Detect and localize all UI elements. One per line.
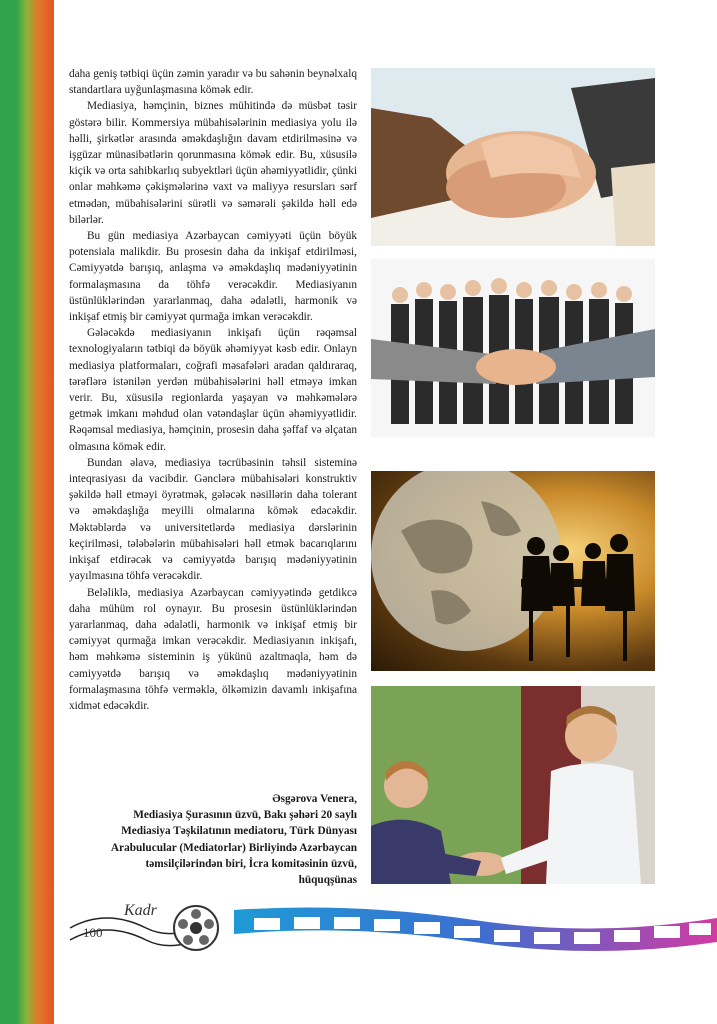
author-name: Əsgərova Venera, <box>272 793 357 805</box>
article-paragraph: Bundan əlavə, mediasiya təcrübəsinin təhsil sisteminə inteqrasiyası da vacibdir. Gənclərə mübahisələri konstruktiv şəkildə həll etməyi öyrətmək, gələcək nəsillərin daha tolerant və əməkdaşlığa meyilli olmalarına kömək edəcəkdir. Məktəblərdə və universitetlərdə mediasiya dərslərinin keçirilməsi, tələbələrin mübahisələri həll etmək bacarıqlarını inkişaf etdirəcək və cəmiyyətdə barışıq mədəniyyətinin yayılmasına töhfə verəcəkdir. <box>69 456 357 583</box>
page-number: 100 <box>83 925 103 940</box>
side-color-stripe <box>0 0 54 1024</box>
author-title-line: Arabulucular (Mediatorlar) Birliyində Azərbaycan təmsilçilərindən biri, İcra komitəsinin üzvü, <box>110 841 357 870</box>
article-paragraph: Mediasiya, həmçinin, biznes mühitində də müsbət təsir göstərə bilir. Kommersiya mübahisələrinin mediasiya yolu ilə həlli, şirkətlər arasında əməkdaşlığın davam etdirilməsinə və işgüzar münasibətlərin qorunmasına kömək edir. Bu, xüsusilə kiçik və orta sahibkarlıq subyektləri üçün əhəmiyyətlidir, çünki onlar məhkəmə çəkişmələrinə vaxt və maliyyə resursları sərf etmədən, mübahisələrini sürətli və səmərəli şəkildə həll edə bilərlər. <box>69 100 357 226</box>
article-paragraph: Bu gün mediasiya Azərbaycan cəmiyyəti üçün böyük potensiala malikdir. Bu prosesin daha da inkişaf etdirilməsi, Cəmiyyətdə barışıq, anlaşma və əməkdaşlıq mədəniyyətinin formalaşmasına da töhfə verəcəkdir. Mediasiyanın üstünlüklərindən yararlanmaq, daha ədalətli, harmonik və inkişaf etmiş bir cəmiyyət qurmağa imkan verəcəkdir. <box>69 230 357 324</box>
article-paragraph: Gələcəkdə mediasiyanın inkişafı üçün rəqəmsal texnologiyaların tətbiqi də böyük əhəmiyyət kəsb edir. Onlayn mediasiya platformaları, coğrafi məsafələri aradan qaldıraraq, tərəflərə istənilən yerdən mübahisələrini həll etməyə imkan verir. Bu, xüsusilə regionlarda yaşayan və məhkəmələrə getmək imkanı məhdud olan vətəndaşlar üçün əhəmiyyətlidir. Rəqəmsal mediasiya, həmçinin, prosesin daha şəffaf və əlçatan olmasına kömək edir. <box>69 327 357 453</box>
author-title-line: Mediasiya Təşkilatının mediatoru, Türk Dünyası <box>121 825 357 838</box>
decorative-film-strip <box>234 898 717 960</box>
globe-meeting-silhouette-photo <box>371 471 655 671</box>
article-body <box>69 66 357 714</box>
woman-man-handshake-photo <box>371 686 655 884</box>
kadr-logo-text: Kadr <box>124 902 157 919</box>
article-paragraph: daha geniş tətbiqi üçün zəmin yaradır və bu sahənin beynəlxalq standartlara uyğunlaşmasına kömək edir. <box>69 68 357 97</box>
author-signature <box>69 791 357 888</box>
author-title-line: Mediasiya Şurasının üzvü, Bakı şəhəri 20 saylı <box>133 809 357 822</box>
author-title-line: hüquqşünas <box>298 874 357 887</box>
article-paragraph: Beləliklə, mediasiya Azərbaycan cəmiyyətində getdikcə daha mühüm rol oynayır. Bu prosesin üstünlüklərindən yararlanmaq, daha ədalətli, harmonik və inkişaf etmiş bir cəmiyyət qurmağa imkan verəcəkdir. Mediasiyanın inkişafı, həm məhkəmə sisteminin iş yükünü azaltmaqla, həm də cəmiyyətdə barışıq və əməkdaşlıq mədəniyyətinin formalaşmasına töhfə verməklə, ölkəmizin davamlı inkişafına xidmət edəcəkdir. <box>69 586 357 712</box>
film-reel-icon <box>174 906 218 950</box>
business-team-handshake-photo <box>371 259 655 437</box>
handshake-closeup-photo <box>371 68 655 246</box>
